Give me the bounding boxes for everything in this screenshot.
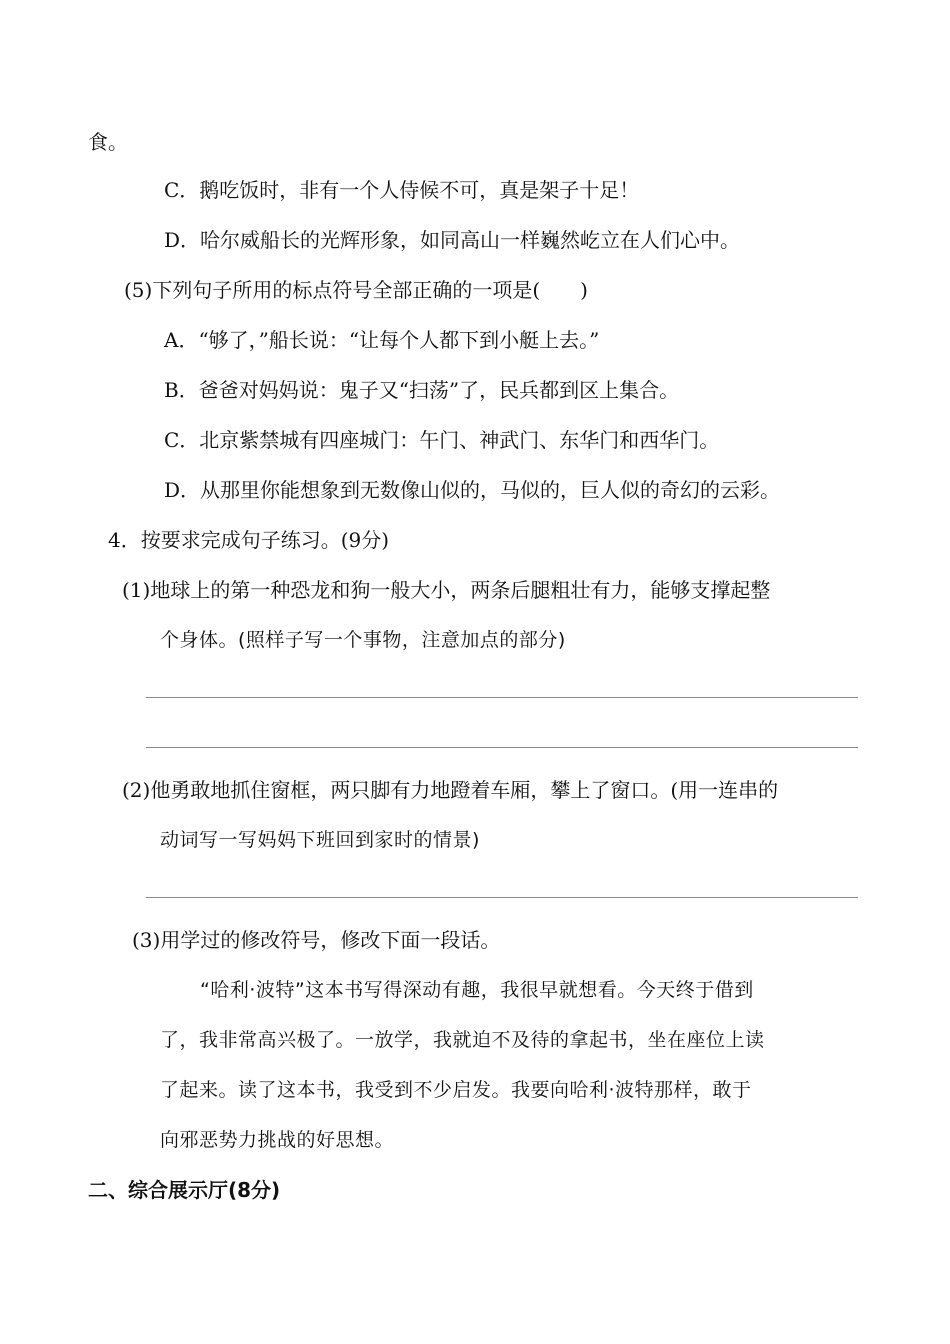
option-c: C．鹅吃饭时，非有一个人侍候不可，真是架子十足！ (164, 178, 640, 202)
answer-line[interactable] (146, 747, 858, 748)
question-4-1-text: (1)地球上的第一种恐龙和狗一般大小，两条后腿粗壮有力，能够支撑起整 (122, 578, 771, 602)
passage-line-1: “哈利·波特”这本书写得深动有趣，我很早就想看。今天终于借到 (200, 979, 754, 1001)
question-4-title: 4．按要求完成句子练习。(9分) (108, 528, 390, 552)
section-2-heading: 二、综合展示厅(8分) (88, 1178, 281, 1202)
continued-text: 食。 (88, 130, 128, 154)
question-4-2-instruction: 动词写一写妈妈下班回到家时的情景) (160, 829, 480, 851)
passage-line-3: 了起来。读了这本书，我受到不少启发。我要向哈利·波特那样，敢于 (160, 1079, 752, 1101)
passage-line-4: 向邪恶势力挑战的好思想。 (160, 1129, 395, 1151)
question-5-option-b: B．爸爸对妈妈说：鬼子又“扫荡”了，民兵都到区上集合。 (164, 378, 680, 402)
option-d: D．哈尔威船长的光辉形象，如同高山一样巍然屹立在人们心中。 (164, 228, 741, 252)
question-4-2-text: (2)他勇敢地抓住窗框，两只脚有力地蹬着车厢，攀上了窗口。(用一连串的 (122, 778, 779, 802)
answer-line[interactable] (146, 897, 858, 898)
question-4-1-instruction: 个身体。(照样子写一个事物，注意加点的部分) (160, 629, 566, 651)
question-5-option-d: D．从那里你能想象到无数像山似的，马似的，巨人似的奇幻的云彩。 (164, 478, 781, 502)
answer-line[interactable] (146, 697, 858, 698)
passage-line-2: 了，我非常高兴极了。一放学，我就迫不及待的拿起书，坐在座位上读 (160, 1029, 765, 1051)
question-5-option-c: C．北京紫禁城有四座城门：午门、神武门、东华门和西华门。 (164, 428, 720, 452)
question-4-3-text: (3)用学过的修改符号，修改下面一段话。 (132, 928, 501, 952)
question-5-option-a: A．“够了，”船长说：“让每个人都下到小艇上去。” (164, 328, 600, 352)
question-5-stem: (5)下列句子所用的标点符号全部正确的一项是( ) (124, 278, 588, 302)
